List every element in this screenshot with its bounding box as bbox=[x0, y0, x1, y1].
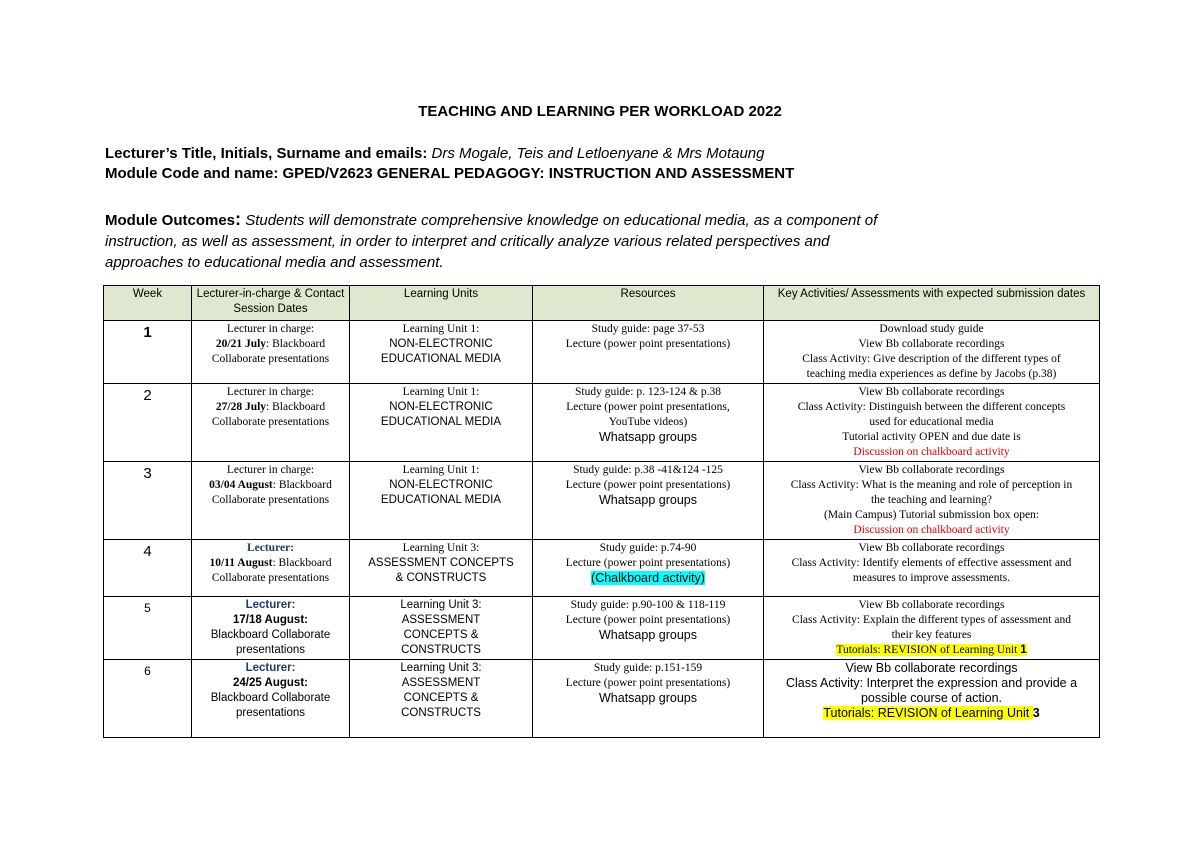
outcomes-text-2: instruction, as well as assessment, in order to interpret and critically analyze various related perspectives and bbox=[105, 233, 830, 250]
learning-unit-cell: Learning Unit 3: ASSESSMENT CONCEPTS & CONSTRUCTS bbox=[350, 540, 533, 597]
lecturer-cell: Lecturer in charge: 20/21 July: Blackboard Collaborate presentations bbox=[192, 321, 350, 384]
week-number: 3 bbox=[104, 462, 192, 540]
resources-cell: Study guide: p.38 -41&124 -125 Lecture (power point presentations) Whatsapp groups bbox=[533, 462, 764, 540]
tutorial-revision-highlight: Tutorials: REVISION of Learning Unit bbox=[823, 706, 1033, 720]
resources-cell: Study guide: p.90-100 & 118-119 Lecture (power point presentations) Whatsapp groups bbox=[533, 597, 764, 660]
module-line: Module Code and name: GPED/V2623 GENERAL PEDAGOGY: INSTRUCTION AND ASSESSMENT bbox=[105, 165, 795, 182]
learning-unit-cell: Learning Unit 3: ASSESSMENT CONCEPTS & CONSTRUCTS bbox=[350, 660, 533, 738]
outcomes-text-1: Students will demonstrate comprehensive knowledge on educational media, as a component of bbox=[245, 212, 878, 229]
week-number: 4 bbox=[104, 540, 192, 597]
activities-cell: View Bb collaborate recordings Class Activity: Explain the different types of assessment and their key features Tutorials: REVISION of Learning Unit 1 bbox=[764, 597, 1100, 660]
tutorial-revision-highlight: Tutorials: REVISION of Learning Unit bbox=[836, 644, 1021, 656]
week-number: 1 bbox=[104, 321, 192, 384]
lecturer-cell: Lecturer: 24/25 August: Blackboard Collaborate presentations bbox=[192, 660, 350, 738]
activities-cell: View Bb collaborate recordings Class Activity: Interpret the expression and provide a possible course of action. Tutorials: REVISION of Learning Unit 3 bbox=[764, 660, 1100, 738]
lecturer-cell: Lecturer: 17/18 August: Blackboard Collaborate presentations bbox=[192, 597, 350, 660]
week-number: 6 bbox=[104, 660, 192, 738]
activities-cell: View Bb collaborate recordings Class Activity: Distinguish between the different concepts used for educational media Tutorial activity OPEN and due date is Discussion on chalkboard activity bbox=[764, 384, 1100, 462]
week-number: 5 bbox=[104, 597, 192, 660]
lecturer-cell: Lecturer in charge: 03/04 August: Blackboard Collaborate presentations bbox=[192, 462, 350, 540]
learning-unit-cell: Learning Unit 1: NON-ELECTRONIC EDUCATIONAL MEDIA bbox=[350, 384, 533, 462]
resources-cell: Study guide: page 37-53 Lecture (power point presentations) bbox=[533, 321, 764, 384]
activities-cell: View Bb collaborate recordings Class Activity: What is the meaning and role of perception in the teaching and learning? (Main Campus) Tutorial submission box open: Discussion on chalkboard activity bbox=[764, 462, 1100, 540]
activities-cell: View Bb collaborate recordings Class Activity: Identify elements of effective assessment and measures to improve assessments. bbox=[764, 540, 1100, 597]
table-header-row bbox=[104, 286, 1100, 321]
lecturer-cell: Lecturer in charge: 27/28 July: Blackboard Collaborate presentations bbox=[192, 384, 350, 462]
resources-cell: Study guide: p. 123-124 & p.38 Lecture (power point presentations, YouTube videos) Whatsapp groups bbox=[533, 384, 764, 462]
lecturer-line bbox=[105, 144, 764, 163]
lecturer-label: Lecturer’s Title, Initials, Surname and emails: bbox=[105, 145, 428, 162]
document-title: TEACHING AND LEARNING PER WORKLOAD 2022 bbox=[418, 103, 782, 120]
header-lecturer: Lecturer-in-charge & Contact Session Dates bbox=[192, 286, 350, 321]
header-learning-units: Learning Units bbox=[350, 286, 533, 321]
table-row bbox=[104, 321, 1100, 384]
learning-unit-cell: Learning Unit 1: NON-ELECTRONIC EDUCATIONAL MEDIA bbox=[350, 462, 533, 540]
workload-table bbox=[103, 285, 1100, 738]
lecturer-value: Drs Mogale, Teis and Letloenyane & Mrs Motaung bbox=[431, 145, 765, 162]
outcomes-label: Module Outcomes bbox=[105, 212, 236, 229]
header-week: Week bbox=[104, 286, 192, 321]
table-row bbox=[104, 462, 1100, 540]
header-key-activities: Key Activities/ Assessments with expected submission dates bbox=[764, 286, 1100, 321]
learning-unit-cell: Learning Unit 3: ASSESSMENT CONCEPTS & CONSTRUCTS bbox=[350, 597, 533, 660]
resources-cell: Study guide: p.74-90 Lecture (power point presentations) (Chalkboard activity) bbox=[533, 540, 764, 597]
chalkboard-activity-highlight: (Chalkboard activity) bbox=[591, 571, 705, 585]
table-row bbox=[104, 597, 1100, 660]
table-row bbox=[104, 660, 1100, 738]
chalkboard-discussion-note: Discussion on chalkboard activity bbox=[853, 524, 1010, 536]
activities-cell: Download study guide View Bb collaborate recordings Class Activity: Give description of the different types of teaching media experiences as define by Jacobs (p.38) bbox=[764, 321, 1100, 384]
lecturer-cell: Lecturer: 10/11 August: Blackboard Collaborate presentations bbox=[192, 540, 350, 597]
table-row bbox=[104, 384, 1100, 462]
outcomes-text-3: approaches to educational media and assessment. bbox=[105, 254, 444, 271]
module-outcomes bbox=[105, 209, 1025, 273]
header-resources: Resources bbox=[533, 286, 764, 321]
table-row bbox=[104, 540, 1100, 597]
chalkboard-discussion-note: Discussion on chalkboard activity bbox=[853, 446, 1010, 458]
week-number: 2 bbox=[104, 384, 192, 462]
outcomes-colon: : bbox=[235, 209, 242, 229]
learning-unit-cell: Learning Unit 1: NON-ELECTRONIC EDUCATIONAL MEDIA bbox=[350, 321, 533, 384]
resources-cell: Study guide: p.151-159 Lecture (power point presentations) Whatsapp groups bbox=[533, 660, 764, 738]
